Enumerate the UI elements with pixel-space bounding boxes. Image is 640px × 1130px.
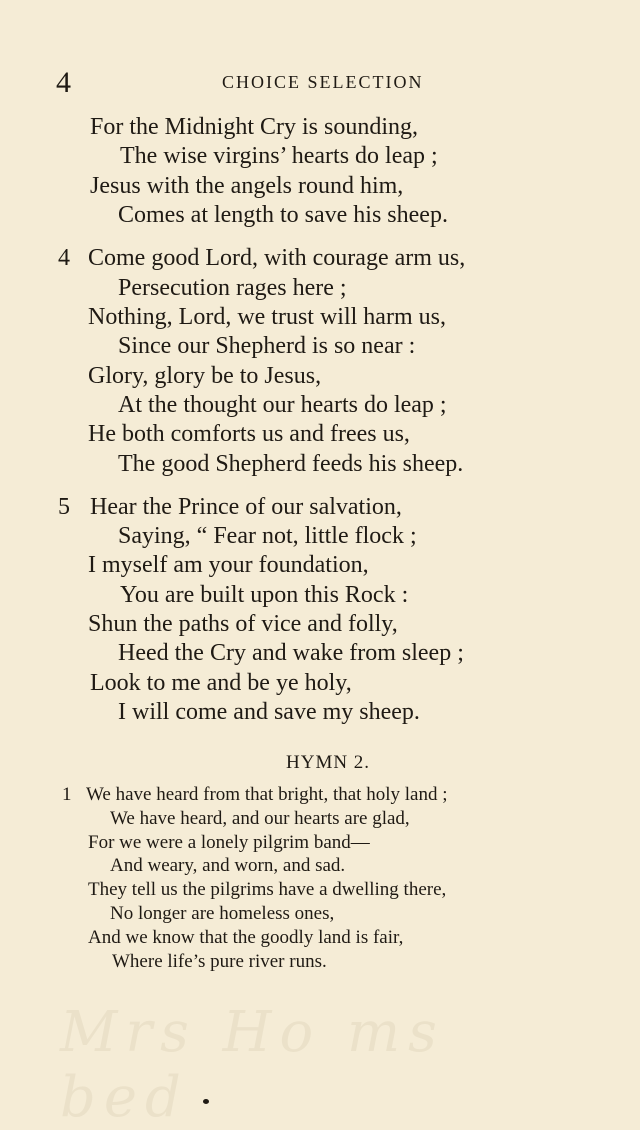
faded-signature: Mrs Ho ms bed	[60, 1000, 445, 1130]
verse-line: No longer are homeless ones,	[110, 903, 335, 924]
verse-line: I myself am your foundation,	[88, 552, 369, 578]
verse-line: For we were a lonely pilgrim band—	[88, 832, 370, 853]
verse-line: And we know that the goodly land is fair,	[88, 927, 404, 948]
stanza-number: 5	[58, 494, 70, 520]
ink-dot	[203, 1099, 209, 1104]
verse-line: Comes at length to save his sheep.	[118, 202, 448, 228]
verse-line: The good Shepherd feeds his sheep.	[118, 451, 464, 477]
verse-line: He both comforts us and frees us,	[88, 421, 410, 447]
verse-line: Jesus with the angels round him,	[90, 173, 404, 199]
verse-line: You are built upon this Rock :	[120, 582, 409, 608]
verse-line: Nothing, Lord, we trust will harm us,	[88, 304, 446, 330]
verse-line: We have heard, and our hearts are glad,	[110, 808, 410, 829]
verse-line: The wise virgins’ hearts do leap ;	[120, 143, 438, 169]
verse-line: Come good Lord, with courage arm us,	[88, 245, 466, 271]
verse-line: Hear the Prince of our salvation,	[90, 494, 402, 520]
verse-line: Shun the paths of vice and folly,	[88, 611, 398, 637]
verse-line: Saying, “ Fear not, little flock ;	[118, 523, 417, 549]
verse-line: At the thought our hearts do leap ;	[118, 392, 447, 418]
stanza-number: 4	[58, 245, 70, 271]
hymn-heading: HYMN 2.	[286, 752, 371, 773]
verse-line: And weary, and worn, and sad.	[110, 855, 346, 876]
verse-line: Glory, glory be to Jesus,	[88, 363, 322, 389]
verse-line: Heed the Cry and wake from sleep ;	[118, 640, 464, 666]
stanza-number: 1	[62, 784, 72, 805]
verse-line: They tell us the pilgrims have a dwelling there,	[88, 879, 447, 900]
verse-line: Where life’s pure river runs.	[112, 951, 327, 972]
verse-line: I will come and save my sheep.	[118, 699, 420, 725]
verse-line: For the Midnight Cry is sounding,	[90, 114, 419, 140]
verse-line: Look to me and be ye holy,	[90, 670, 352, 696]
page-number: 4	[56, 66, 71, 99]
running-title: CHOICE SELECTION	[222, 72, 424, 92]
verse-line: We have heard from that bright, that holy land ;	[86, 784, 448, 805]
page-header	[0, 66, 640, 102]
verse-line: Since our Shepherd is so near :	[118, 333, 416, 359]
verse-line: Persecution rages here ;	[118, 275, 347, 301]
